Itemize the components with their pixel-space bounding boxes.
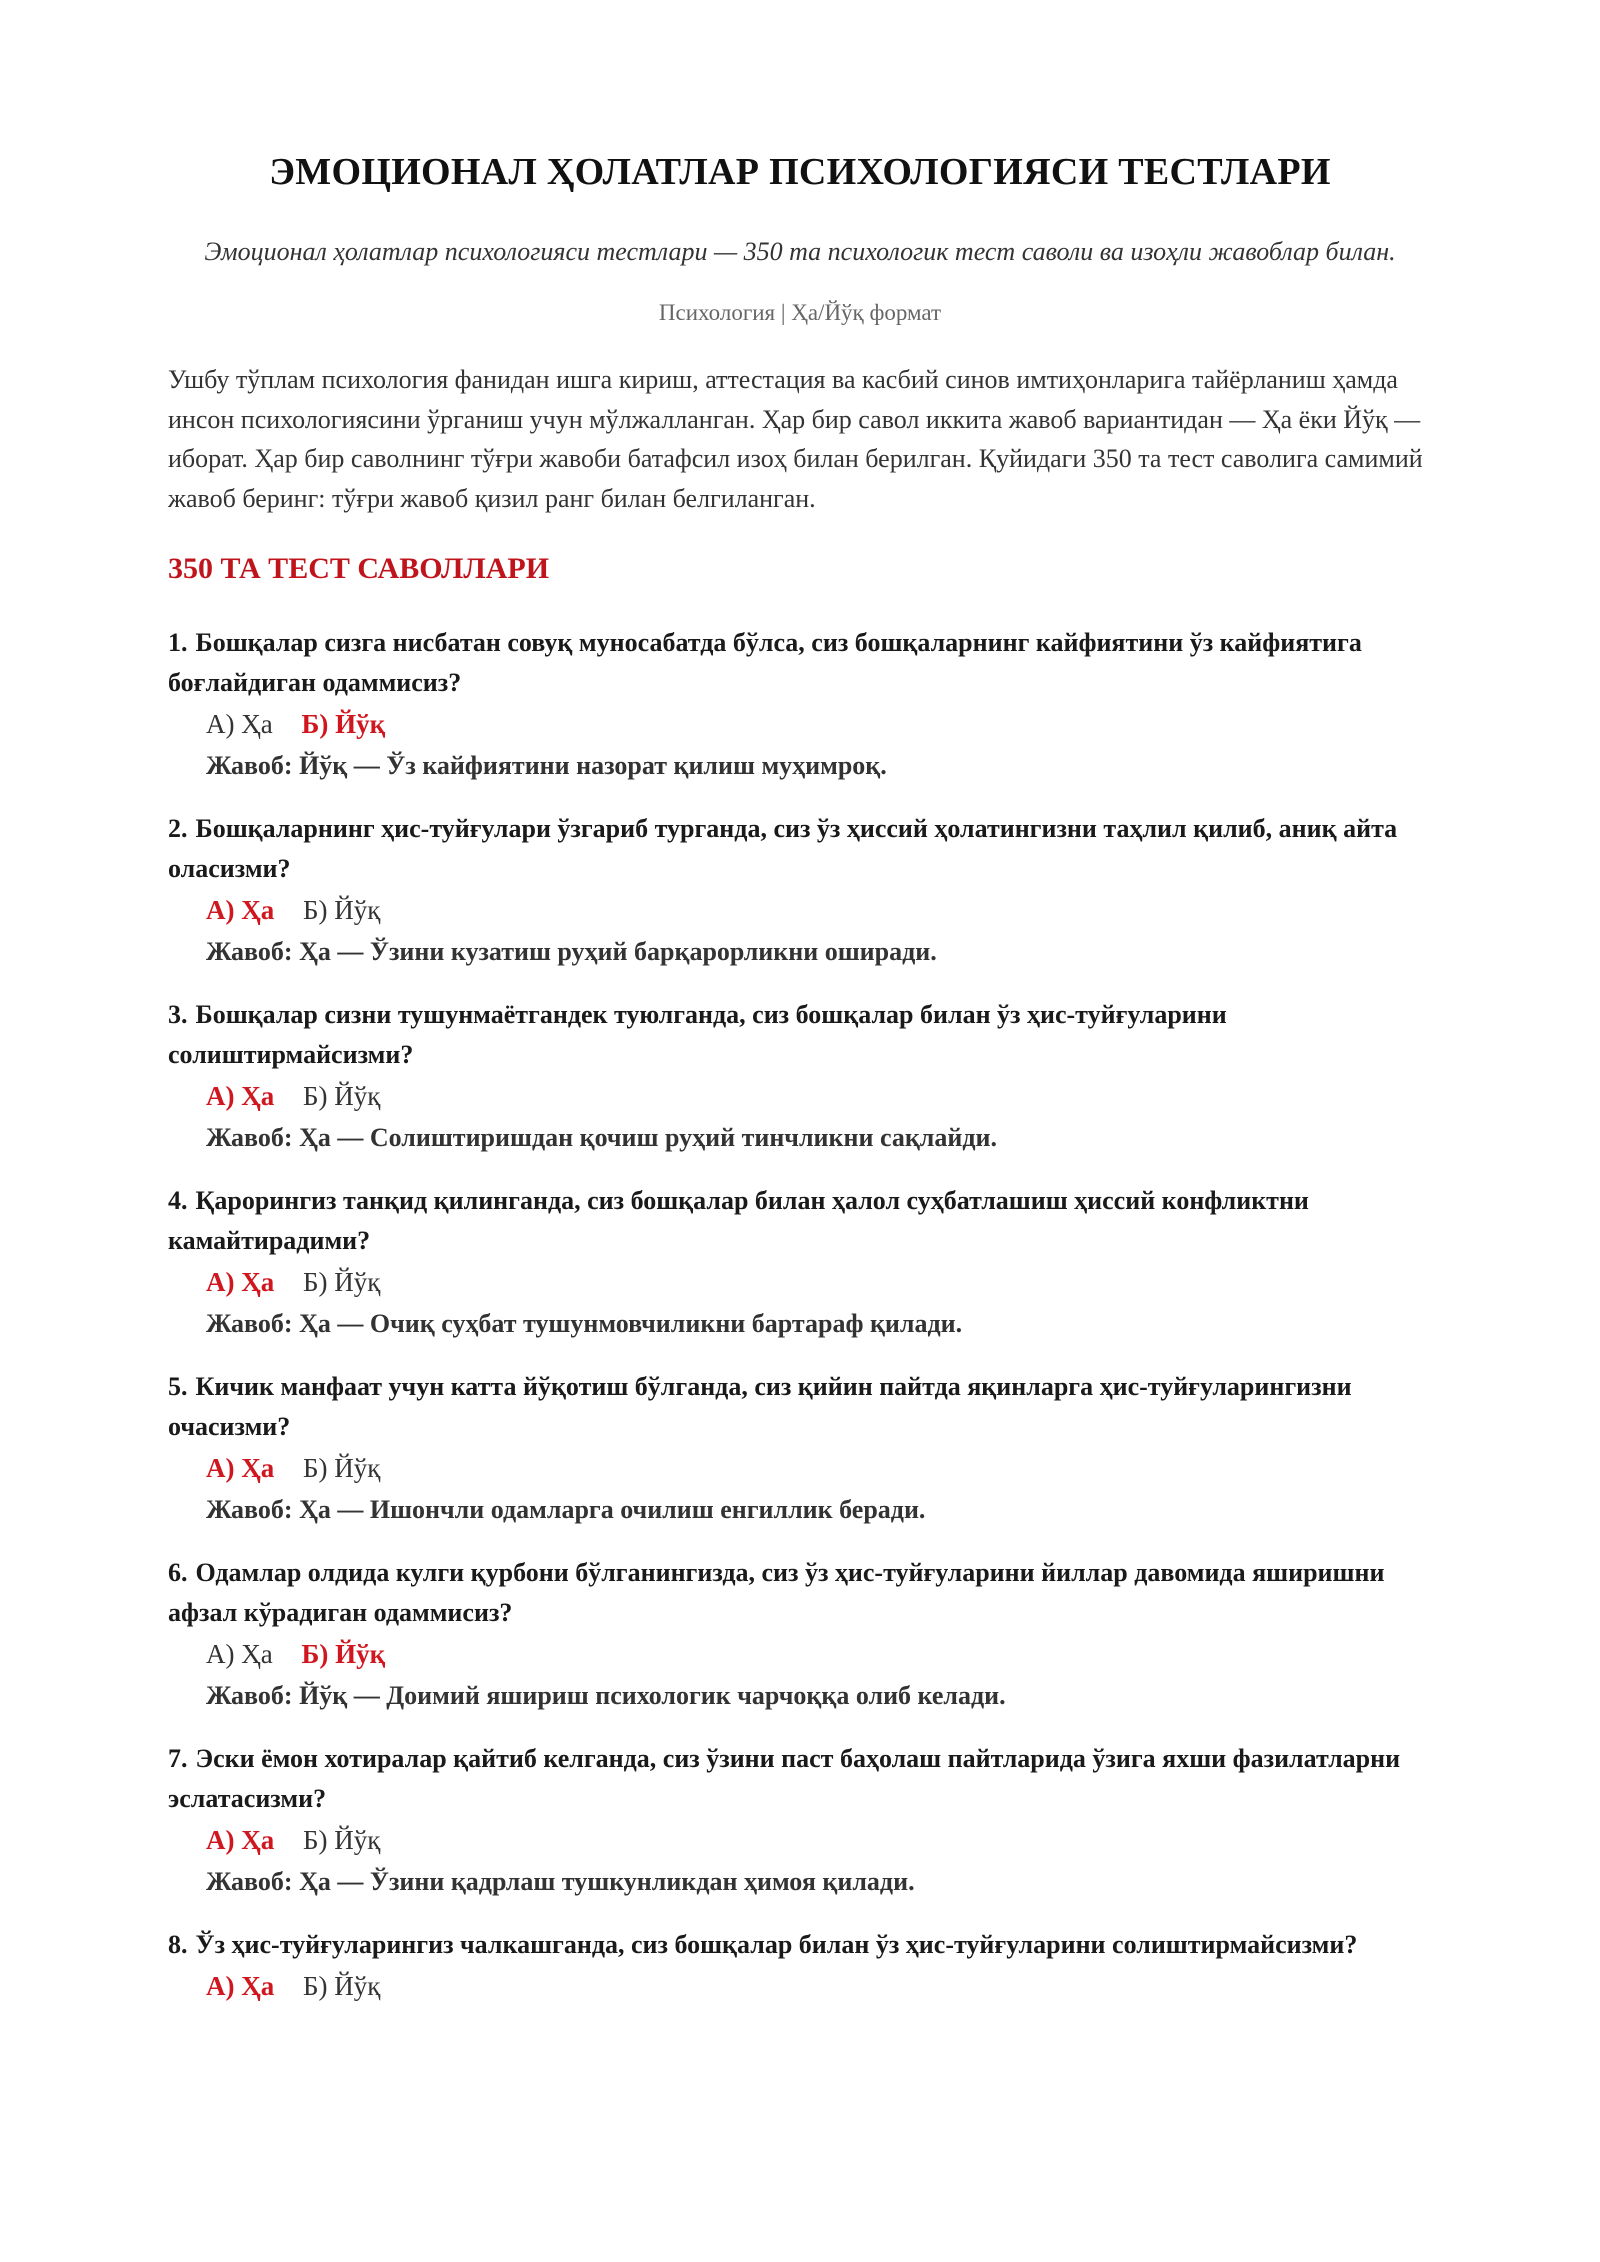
answer-options: [168, 703, 1432, 745]
question-body: Одамлар олдида кулги қурбони бўлганингизда, сиз ўз ҳис-туйғуларини йиллар давомида яширишни афзал кўрадиган одаммисиз?: [168, 1558, 1385, 1627]
question-item: [168, 995, 1432, 1159]
question-body: Кичик манфаат учун катта йўқотиш бўлганда, сиз қийин пайтда яқинларга ҳис-туйғуларингизни очасизми?: [168, 1372, 1352, 1441]
option-b[interactable]: Б) Йўқ: [303, 1453, 381, 1483]
page-title: ЭМОЦИОНАЛ ҲОЛАТЛАР ПСИХОЛОГИЯСИ ТЕСТЛАРИ: [269, 151, 1331, 193]
answer-options: [168, 1075, 1432, 1117]
question-number: 4.: [168, 1186, 188, 1215]
option-b[interactable]: Б) Йўқ: [303, 1081, 381, 1111]
option-a[interactable]: А) Ҳа: [206, 1453, 275, 1483]
answer-options: [168, 1261, 1432, 1303]
question-text: [168, 1553, 1432, 1633]
answer-options: [168, 889, 1432, 931]
option-a[interactable]: А) Ҳа: [206, 1267, 275, 1297]
question-number: 1.: [168, 628, 188, 657]
intro-paragraph: Ушбу тўплам психология фанидан ишга кириш, аттестация ва касбий синов имтиҳонларига тайёрланиш ҳамда инсон психологиясини ўрганиш учун мўлжалланган. Ҳар бир савол иккита жавоб вариантидан — Ҳа ёки Йўқ — иборат. Ҳар бир саволнинг тўғри жавоби батафсил изоҳ билан берилган. Қуйидаги 350 та тест саволига самимий жавоб беринг: тўғри жавоб қизил ранг билан белгиланган.: [168, 365, 1423, 513]
question-number: 5.: [168, 1372, 188, 1401]
answer-options: [168, 1819, 1432, 1861]
option-a[interactable]: А) Ҳа: [206, 709, 273, 739]
question-number: 8.: [168, 1930, 188, 1959]
option-a[interactable]: А) Ҳа: [206, 1639, 273, 1669]
question-number: 6.: [168, 1558, 188, 1587]
answer-explanation: Жавоб: Йўқ — Ўз кайфиятини назорат қилиш муҳимроқ.: [206, 751, 887, 780]
answer-options: [168, 1965, 1432, 2007]
question-number: 7.: [168, 1744, 188, 1773]
question-number: 2.: [168, 814, 188, 843]
question-item: [168, 1739, 1432, 1903]
question-item: [168, 623, 1432, 787]
page-subtitle: Эмоционал ҳолатлар психологияси тестлари — 350 та психологик тест саволи ва изоҳли жавоблар билан.: [204, 237, 1396, 266]
question-body: Эски ёмон хотиралар қайтиб келганда, сиз ўзини паст баҳолаш пайтларида ўзига яхши фазилатларни эслатасизми?: [168, 1744, 1401, 1813]
option-a[interactable]: А) Ҳа: [206, 1081, 275, 1111]
question-text: [168, 1925, 1432, 1965]
question-item: [168, 809, 1432, 973]
question-text: [168, 623, 1432, 703]
answer-options: [168, 1633, 1432, 1675]
question-item: [168, 1181, 1432, 1345]
question-text: [168, 1739, 1432, 1819]
category-format-line: Психология | Ҳа/Йўқ формат: [658, 300, 942, 325]
option-b[interactable]: Б) Йўқ: [301, 1639, 386, 1669]
answer-explanation: Жавоб: Ҳа — Ишончли одамларга очилиш енгиллик беради.: [206, 1495, 926, 1524]
question-text: [168, 1367, 1432, 1447]
answer-options: [168, 1447, 1432, 1489]
question-item: [168, 1925, 1432, 2007]
question-number: 3.: [168, 1000, 188, 1029]
answer-explanation: Жавоб: Ҳа — Очиқ суҳбат тушунмовчиликни бартараф қилади.: [206, 1309, 963, 1338]
question-body: Бошқалар сизни тушунмаётгандек туюлганда, сиз бошқалар билан ўз ҳис-туйғуларини солиштирмайсизми?: [168, 1000, 1227, 1069]
answer-explanation: Жавоб: Йўқ — Доимий яшириш психологик чарчоққа олиб келади.: [206, 1681, 1006, 1710]
question-text: [168, 809, 1432, 889]
answer-explanation: Жавоб: Ҳа — Солиштиришдан қочиш руҳий тинчликни сақлайди.: [206, 1123, 998, 1152]
option-b[interactable]: Б) Йўқ: [303, 1267, 381, 1297]
option-b[interactable]: Б) Йўқ: [303, 895, 381, 925]
question-body: Ўз ҳис-туйғуларингиз чалкашганда, сиз бошқалар билан ўз ҳис-туйғуларини солиштирмайсизми?: [195, 1930, 1358, 1959]
question-list: [168, 623, 1432, 2007]
option-b[interactable]: Б) Йўқ: [301, 709, 386, 739]
option-b[interactable]: Б) Йўқ: [303, 1825, 381, 1855]
question-text: [168, 995, 1432, 1075]
option-b[interactable]: Б) Йўқ: [303, 1971, 381, 2001]
option-a[interactable]: А) Ҳа: [206, 895, 275, 925]
option-a[interactable]: А) Ҳа: [206, 1825, 275, 1855]
answer-explanation: Жавоб: Ҳа — Ўзини кузатиш руҳий барқарорликни оширади.: [206, 937, 937, 966]
question-item: [168, 1367, 1432, 1531]
section-title: 350 ТА ТЕСТ САВОЛЛАРИ: [168, 552, 550, 585]
question-body: Қарорингиз танқид қилинганда, сиз бошқалар билан ҳалол суҳбатлашиш ҳиссий конфликтни камайтирадими?: [168, 1186, 1309, 1255]
option-a[interactable]: А) Ҳа: [206, 1971, 275, 2001]
question-item: [168, 1553, 1432, 1717]
question-text: [168, 1181, 1432, 1261]
question-body: Бошқалар сизга нисбатан совуқ муносабатда бўлса, сиз бошқаларнинг кайфиятини ўз кайфиятига боғлайдиган одаммисиз?: [168, 628, 1362, 697]
question-body: Бошқаларнинг ҳис-туйғулари ўзгариб турганда, сиз ўз ҳиссий ҳолатингизни таҳлил қилиб, аниқ айта оласизми?: [168, 814, 1398, 883]
answer-explanation: Жавоб: Ҳа — Ўзини қадрлаш тушкунликдан ҳимоя қилади.: [206, 1867, 915, 1896]
